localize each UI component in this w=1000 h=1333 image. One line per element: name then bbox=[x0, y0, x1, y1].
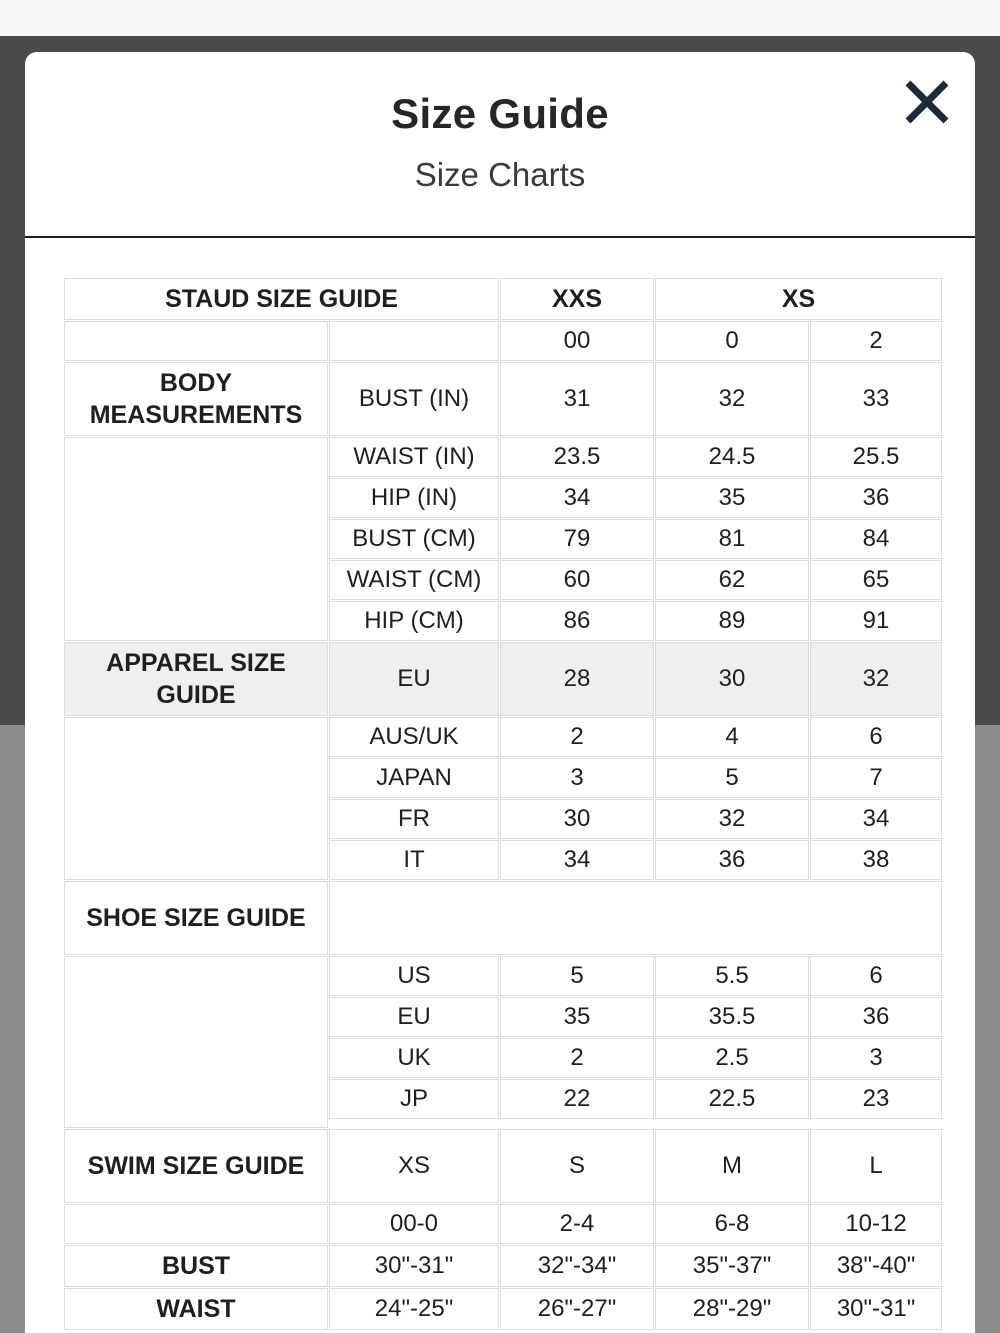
swim-size-cell: M bbox=[656, 1130, 808, 1202]
swim-size-cell: S bbox=[501, 1130, 653, 1202]
size-guide-modal bbox=[25, 52, 975, 1333]
table-cell: 6 bbox=[811, 957, 941, 995]
table-cell: 32 bbox=[656, 800, 808, 838]
section-label-shoe: SHOE SIZE GUIDE bbox=[65, 882, 327, 954]
row-label: US bbox=[330, 957, 498, 995]
table-row bbox=[65, 1246, 941, 1286]
table-cell: 65 bbox=[811, 561, 941, 599]
table-cell: 35.5 bbox=[656, 998, 808, 1036]
table-cell: 84 bbox=[811, 520, 941, 558]
table-title: STAUD SIZE GUIDE bbox=[65, 279, 498, 319]
empty-cell bbox=[65, 718, 327, 879]
table-cell: 23.5 bbox=[501, 438, 653, 476]
table-cell: 10-12 bbox=[811, 1205, 941, 1243]
table-cell: 28 bbox=[501, 643, 653, 715]
table-cell: 35 bbox=[501, 998, 653, 1036]
table-cell: 31 bbox=[501, 363, 653, 435]
table-row bbox=[65, 1205, 941, 1243]
table-cell: 34 bbox=[811, 800, 941, 838]
row-label: BUST (CM) bbox=[330, 520, 498, 558]
table-cell: 23 bbox=[811, 1080, 941, 1118]
empty-cell bbox=[65, 957, 327, 1127]
table-cell: 86 bbox=[501, 602, 653, 640]
modal-header bbox=[25, 52, 975, 238]
table-cell: 2 bbox=[501, 1039, 653, 1077]
table-cell: 34 bbox=[501, 479, 653, 517]
table-cell: 24"-25" bbox=[330, 1289, 498, 1329]
row-label: WAIST (CM) bbox=[330, 561, 498, 599]
size-table-container[interactable] bbox=[62, 276, 937, 1332]
table-row bbox=[65, 363, 941, 435]
empty-cell bbox=[65, 322, 327, 360]
empty-cell bbox=[330, 322, 498, 360]
row-label: EU bbox=[330, 643, 498, 715]
spacer-cell bbox=[330, 1121, 941, 1127]
close-icon bbox=[903, 78, 951, 126]
column-header-xs: XS bbox=[656, 279, 941, 319]
section-label-apparel: APPAREL SIZE GUIDE bbox=[65, 643, 327, 715]
empty-cell bbox=[65, 1205, 327, 1243]
row-label: HIP (IN) bbox=[330, 479, 498, 517]
table-cell: 0 bbox=[656, 322, 808, 360]
table-cell: 89 bbox=[656, 602, 808, 640]
column-header-xxs: XXS bbox=[501, 279, 653, 319]
table-row bbox=[65, 438, 941, 476]
row-label: JAPAN bbox=[330, 759, 498, 797]
table-row bbox=[65, 957, 941, 995]
table-row bbox=[65, 882, 941, 954]
row-label: WAIST (IN) bbox=[330, 438, 498, 476]
table-cell: 60 bbox=[501, 561, 653, 599]
table-cell: 30"-31" bbox=[330, 1246, 498, 1286]
table-cell: 2-4 bbox=[501, 1205, 653, 1243]
row-label: JP bbox=[330, 1080, 498, 1118]
row-label-bust: BUST bbox=[65, 1246, 327, 1286]
table-row bbox=[65, 1130, 941, 1202]
table-row bbox=[65, 1289, 941, 1329]
browser-top-bar bbox=[0, 0, 1000, 36]
table-cell: 32 bbox=[811, 643, 941, 715]
table-cell: 4 bbox=[656, 718, 808, 756]
table-cell: 5.5 bbox=[656, 957, 808, 995]
table-cell: 32"-34" bbox=[501, 1246, 653, 1286]
table-cell: 5 bbox=[656, 759, 808, 797]
table-cell: 36 bbox=[811, 479, 941, 517]
table-cell: 35 bbox=[656, 479, 808, 517]
table-cell: 25.5 bbox=[811, 438, 941, 476]
swim-size-cell: L bbox=[811, 1130, 941, 1202]
table-cell: 36 bbox=[811, 998, 941, 1036]
table-cell: 2 bbox=[811, 322, 941, 360]
table-cell: 91 bbox=[811, 602, 941, 640]
table-cell: 2.5 bbox=[656, 1039, 808, 1077]
table-cell: 2 bbox=[501, 718, 653, 756]
table-cell: 28"-29" bbox=[656, 1289, 808, 1329]
modal-title: Size Guide bbox=[391, 90, 609, 137]
table-cell: 38 bbox=[811, 841, 941, 879]
row-label-waist: WAIST bbox=[65, 1289, 327, 1329]
table-cell: 24.5 bbox=[656, 438, 808, 476]
table-cell: 22 bbox=[501, 1080, 653, 1118]
table-cell: 33 bbox=[811, 363, 941, 435]
table-cell: 3 bbox=[501, 759, 653, 797]
modal-subtitle: Size Charts bbox=[414, 156, 586, 193]
close-button[interactable] bbox=[903, 78, 951, 126]
table-cell: 32 bbox=[656, 363, 808, 435]
table-cell: 5 bbox=[501, 957, 653, 995]
table-cell: 30"-31" bbox=[811, 1289, 941, 1329]
row-label: BUST (IN) bbox=[330, 363, 498, 435]
table-cell: 6 bbox=[811, 718, 941, 756]
table-cell: 62 bbox=[656, 561, 808, 599]
table-header-row bbox=[65, 279, 941, 319]
row-label: IT bbox=[330, 841, 498, 879]
row-label: AUS/UK bbox=[330, 718, 498, 756]
swim-size-cell: XS bbox=[330, 1130, 498, 1202]
row-label: UK bbox=[330, 1039, 498, 1077]
table-cell: 7 bbox=[811, 759, 941, 797]
table-cell: 35"-37" bbox=[656, 1246, 808, 1286]
section-label-body-measurements: BODY MEASUREMENTS bbox=[65, 363, 327, 435]
size-table bbox=[62, 276, 944, 1332]
table-cell: 34 bbox=[501, 841, 653, 879]
table-cell: 81 bbox=[656, 520, 808, 558]
table-row bbox=[65, 643, 941, 715]
row-label: FR bbox=[330, 800, 498, 838]
table-cell: 30 bbox=[656, 643, 808, 715]
table-cell: 30 bbox=[501, 800, 653, 838]
table-cell: 6-8 bbox=[656, 1205, 808, 1243]
table-cell: 00-0 bbox=[330, 1205, 498, 1243]
section-label-swim: SWIM SIZE GUIDE bbox=[65, 1130, 327, 1202]
table-cell: 3 bbox=[811, 1039, 941, 1077]
table-cell: 36 bbox=[656, 841, 808, 879]
row-label: HIP (CM) bbox=[330, 602, 498, 640]
empty-cell bbox=[65, 438, 327, 640]
table-cell: 79 bbox=[501, 520, 653, 558]
table-cell: 00 bbox=[501, 322, 653, 360]
table-cell: 38"-40" bbox=[811, 1246, 941, 1286]
row-label: EU bbox=[330, 998, 498, 1036]
empty-cell bbox=[330, 882, 941, 954]
table-row bbox=[65, 322, 941, 360]
table-cell: 22.5 bbox=[656, 1080, 808, 1118]
table-row bbox=[65, 718, 941, 756]
table-cell: 26"-27" bbox=[501, 1289, 653, 1329]
